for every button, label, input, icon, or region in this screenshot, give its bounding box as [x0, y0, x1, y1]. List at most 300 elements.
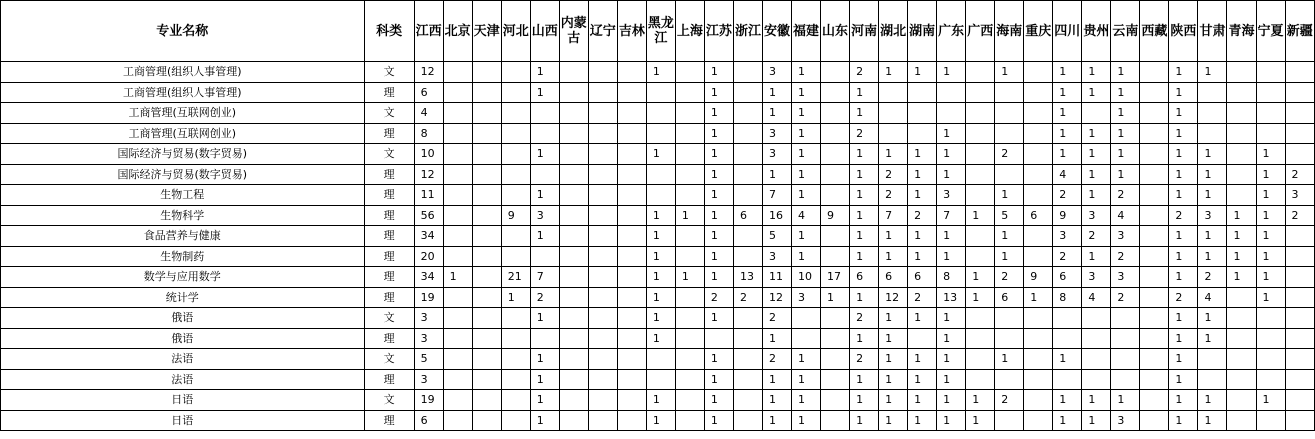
quota-cell: 2: [762, 308, 791, 329]
quota-cell: [995, 369, 1024, 390]
quota-cell: [559, 410, 588, 431]
quota-cell: [1140, 308, 1169, 329]
quota-cell: 1: [1082, 123, 1111, 144]
quota-cell: [646, 185, 675, 206]
quota-cell: [559, 164, 588, 185]
quota-cell: [792, 328, 821, 349]
quota-cell: [1053, 328, 1082, 349]
quota-cell: 1: [530, 308, 559, 329]
quota-cell: [1140, 82, 1169, 103]
quota-cell: [617, 185, 646, 206]
quota-cell: [1024, 62, 1053, 83]
quota-cell: [501, 144, 530, 165]
quota-cell: [530, 123, 559, 144]
quota-cell: 6: [1053, 267, 1082, 288]
category-cell: 文: [364, 103, 414, 124]
quota-cell: 1: [530, 144, 559, 165]
quota-cell: [443, 164, 472, 185]
province-header: 广西: [966, 1, 995, 62]
quota-cell: 1: [530, 349, 559, 370]
quota-cell: 3: [1111, 267, 1140, 288]
major-name-cell: 生物工程: [1, 185, 365, 206]
quota-cell: 1: [937, 369, 966, 390]
quota-cell: 1: [1198, 164, 1227, 185]
quota-cell: [1140, 123, 1169, 144]
quota-cell: [733, 390, 762, 411]
quota-cell: [501, 349, 530, 370]
quota-cell: [821, 103, 850, 124]
quota-cell: [1285, 390, 1314, 411]
quota-cell: 2: [879, 185, 908, 206]
quota-cell: [588, 308, 617, 329]
quota-cell: [1227, 185, 1256, 206]
quota-cell: [675, 390, 704, 411]
quota-cell: 1: [966, 287, 995, 308]
quota-cell: [733, 185, 762, 206]
province-header: 广东: [937, 1, 966, 62]
province-header: 辽宁: [588, 1, 617, 62]
quota-cell: [1256, 82, 1285, 103]
quota-cell: [559, 308, 588, 329]
quota-cell: [559, 226, 588, 247]
quota-cell: [966, 308, 995, 329]
quota-cell: [733, 246, 762, 267]
quota-cell: 1: [1053, 103, 1082, 124]
quota-cell: 1: [1227, 246, 1256, 267]
quota-cell: [733, 308, 762, 329]
quota-cell: 1: [704, 246, 733, 267]
quota-cell: 1: [1198, 62, 1227, 83]
category-cell: 文: [364, 308, 414, 329]
quota-cell: [675, 103, 704, 124]
quota-cell: 1: [1169, 328, 1198, 349]
quota-cell: [588, 205, 617, 226]
quota-cell: [733, 62, 762, 83]
quota-cell: [1024, 226, 1053, 247]
quota-cell: [617, 246, 646, 267]
quota-cell: 3: [1082, 205, 1111, 226]
quota-cell: [675, 144, 704, 165]
quota-cell: [1024, 390, 1053, 411]
quota-cell: [559, 328, 588, 349]
quota-cell: [443, 410, 472, 431]
major-name-cell: 工商管理(组织人事管理): [1, 82, 365, 103]
quota-cell: [879, 103, 908, 124]
quota-cell: [559, 62, 588, 83]
quota-cell: 1: [792, 103, 821, 124]
category-cell: 理: [364, 82, 414, 103]
quota-cell: [646, 123, 675, 144]
quota-cell: [1024, 82, 1053, 103]
quota-cell: 4: [1053, 164, 1082, 185]
table-row: [1, 205, 1315, 226]
quota-cell: 5: [414, 349, 443, 370]
table-row: [1, 123, 1315, 144]
quota-cell: [559, 144, 588, 165]
quota-cell: [1140, 164, 1169, 185]
quota-cell: 1: [850, 328, 879, 349]
quota-cell: 2: [1082, 226, 1111, 247]
quota-cell: 1: [908, 308, 937, 329]
quota-cell: [443, 246, 472, 267]
quota-cell: [1024, 349, 1053, 370]
quota-cell: 1: [646, 390, 675, 411]
quota-cell: 1: [1053, 123, 1082, 144]
quota-cell: [501, 226, 530, 247]
quota-cell: [733, 410, 762, 431]
quota-cell: 1: [966, 267, 995, 288]
table-row: [1, 246, 1315, 267]
major-name-cell: 国际经济与贸易(数字贸易): [1, 164, 365, 185]
quota-cell: [995, 308, 1024, 329]
quota-cell: 1: [792, 82, 821, 103]
quota-cell: [995, 82, 1024, 103]
province-header: 新疆: [1285, 1, 1314, 62]
quota-cell: [617, 410, 646, 431]
quota-cell: 10: [414, 144, 443, 165]
quota-cell: 1: [966, 205, 995, 226]
table-row: [1, 410, 1315, 431]
quota-cell: 1: [1111, 144, 1140, 165]
quota-cell: [472, 287, 501, 308]
quota-cell: 1: [1198, 410, 1227, 431]
quota-cell: [792, 308, 821, 329]
quota-cell: [472, 308, 501, 329]
quota-cell: 2: [1111, 246, 1140, 267]
quota-cell: [1256, 410, 1285, 431]
quota-cell: 1: [1082, 82, 1111, 103]
quota-cell: 1: [1169, 62, 1198, 83]
category-cell: 理: [364, 410, 414, 431]
quota-cell: [1285, 328, 1314, 349]
table-row: [1, 226, 1315, 247]
quota-cell: 1: [1169, 164, 1198, 185]
quota-cell: 1: [1256, 226, 1285, 247]
quota-cell: 1: [879, 226, 908, 247]
quota-cell: [966, 369, 995, 390]
quota-cell: 1: [646, 267, 675, 288]
quota-cell: 1: [908, 226, 937, 247]
quota-cell: [675, 349, 704, 370]
quota-cell: [675, 369, 704, 390]
quota-cell: 1: [995, 185, 1024, 206]
quota-cell: [1140, 62, 1169, 83]
quota-cell: 8: [414, 123, 443, 144]
quota-cell: [1140, 267, 1169, 288]
quota-cell: [559, 82, 588, 103]
quota-cell: [1227, 144, 1256, 165]
quota-cell: [966, 226, 995, 247]
quota-cell: 2: [1111, 287, 1140, 308]
quota-cell: 1: [1082, 62, 1111, 83]
table-row: [1, 369, 1315, 390]
quota-cell: 1: [937, 308, 966, 329]
quota-cell: [472, 205, 501, 226]
quota-cell: 2: [850, 123, 879, 144]
quota-cell: [617, 226, 646, 247]
quota-cell: [966, 82, 995, 103]
quota-cell: [501, 390, 530, 411]
quota-cell: 1: [1198, 390, 1227, 411]
quota-cell: 1: [1256, 185, 1285, 206]
quota-cell: [1140, 246, 1169, 267]
quota-cell: [1140, 410, 1169, 431]
quota-cell: [472, 390, 501, 411]
province-header: 甘肃: [1198, 1, 1227, 62]
quota-cell: [733, 328, 762, 349]
quota-cell: 2: [995, 144, 1024, 165]
quota-cell: [1198, 349, 1227, 370]
table-row: [1, 390, 1315, 411]
quota-cell: [966, 164, 995, 185]
quota-cell: 5: [762, 226, 791, 247]
quota-cell: 4: [792, 205, 821, 226]
quota-cell: [501, 82, 530, 103]
quota-cell: [617, 328, 646, 349]
quota-cell: [1140, 349, 1169, 370]
quota-cell: [1082, 328, 1111, 349]
major-name-cell: 国际经济与贸易(数字贸易): [1, 144, 365, 165]
quota-cell: [1111, 349, 1140, 370]
quota-cell: 6: [908, 267, 937, 288]
quota-cell: [1140, 390, 1169, 411]
category-cell: 理: [364, 205, 414, 226]
quota-cell: [1082, 349, 1111, 370]
quota-cell: [1285, 82, 1314, 103]
quota-cell: 1: [704, 226, 733, 247]
major-name-cell: 法语: [1, 349, 365, 370]
quota-cell: [1285, 369, 1314, 390]
quota-cell: 1: [1256, 390, 1285, 411]
province-header: 福建: [792, 1, 821, 62]
quota-cell: 2: [1169, 287, 1198, 308]
province-header: 北京: [443, 1, 472, 62]
quota-cell: 1: [937, 246, 966, 267]
quota-cell: 2: [530, 287, 559, 308]
quota-cell: 1: [1169, 82, 1198, 103]
quota-cell: 1: [1198, 144, 1227, 165]
quota-cell: 1: [1227, 267, 1256, 288]
province-header: 山东: [821, 1, 850, 62]
quota-cell: 9: [1024, 267, 1053, 288]
quota-cell: [559, 123, 588, 144]
quota-cell: [501, 410, 530, 431]
quota-cell: [501, 246, 530, 267]
quota-cell: [1111, 328, 1140, 349]
quota-cell: 2: [1169, 205, 1198, 226]
quota-cell: [821, 185, 850, 206]
table-row: [1, 144, 1315, 165]
quota-cell: 1: [908, 390, 937, 411]
quota-cell: 12: [879, 287, 908, 308]
quota-cell: [443, 82, 472, 103]
quota-cell: [1285, 144, 1314, 165]
quota-cell: 1: [1082, 246, 1111, 267]
category-cell: 文: [364, 390, 414, 411]
quota-cell: 1: [1169, 267, 1198, 288]
major-name-cell: 工商管理(互联网创业): [1, 103, 365, 124]
quota-cell: 3: [1053, 226, 1082, 247]
quota-cell: 4: [1198, 287, 1227, 308]
quota-cell: 1: [646, 410, 675, 431]
category-header: 科类: [364, 1, 414, 62]
quota-cell: [472, 103, 501, 124]
quota-cell: [617, 287, 646, 308]
quota-cell: [908, 103, 937, 124]
quota-cell: 1: [937, 62, 966, 83]
quota-cell: [501, 369, 530, 390]
quota-cell: [1053, 308, 1082, 329]
quota-cell: 1: [850, 246, 879, 267]
quota-cell: [559, 205, 588, 226]
table-row: [1, 103, 1315, 124]
quota-cell: [821, 226, 850, 247]
quota-cell: 1: [1169, 103, 1198, 124]
quota-cell: 1: [1256, 246, 1285, 267]
quota-cell: [1140, 287, 1169, 308]
quota-cell: 1: [792, 410, 821, 431]
quota-cell: 1: [675, 267, 704, 288]
quota-cell: [588, 369, 617, 390]
quota-cell: 3: [1082, 267, 1111, 288]
quota-cell: [995, 164, 1024, 185]
quota-cell: [1024, 144, 1053, 165]
quota-cell: 12: [414, 62, 443, 83]
quota-cell: 1: [646, 246, 675, 267]
quota-cell: [1285, 349, 1314, 370]
quota-cell: [1227, 82, 1256, 103]
quota-cell: [443, 123, 472, 144]
quota-cell: [821, 164, 850, 185]
quota-cell: 1: [995, 246, 1024, 267]
quota-cell: 6: [879, 267, 908, 288]
quota-cell: [1140, 328, 1169, 349]
quota-cell: [588, 62, 617, 83]
quota-cell: 3: [1111, 410, 1140, 431]
quota-cell: 1: [1053, 62, 1082, 83]
quota-cell: [821, 82, 850, 103]
quota-cell: [1227, 103, 1256, 124]
quota-cell: [966, 144, 995, 165]
major-name-cell: 数学与应用数学: [1, 267, 365, 288]
quota-cell: 1: [704, 410, 733, 431]
quota-cell: 1: [762, 164, 791, 185]
quota-cell: [559, 390, 588, 411]
quota-cell: 1: [879, 308, 908, 329]
quota-cell: 1: [850, 144, 879, 165]
quota-cell: [1256, 328, 1285, 349]
quota-cell: 2: [908, 287, 937, 308]
quota-cell: [530, 328, 559, 349]
quota-cell: [908, 328, 937, 349]
quota-cell: 1: [1169, 123, 1198, 144]
province-header: 河北: [501, 1, 530, 62]
quota-cell: [1256, 62, 1285, 83]
quota-cell: 1: [646, 328, 675, 349]
quota-cell: [1256, 123, 1285, 144]
quota-cell: 1: [966, 410, 995, 431]
quota-cell: 1: [879, 328, 908, 349]
quota-cell: 7: [530, 267, 559, 288]
quota-cell: [559, 369, 588, 390]
quota-cell: [472, 410, 501, 431]
quota-cell: [995, 123, 1024, 144]
major-name-cell: 俄语: [1, 328, 365, 349]
quota-cell: [588, 226, 617, 247]
quota-cell: [472, 267, 501, 288]
quota-cell: [995, 328, 1024, 349]
quota-cell: [966, 246, 995, 267]
quota-cell: 16: [762, 205, 791, 226]
quota-cell: 9: [1053, 205, 1082, 226]
quota-cell: 1: [1082, 410, 1111, 431]
quota-cell: [1024, 164, 1053, 185]
quota-cell: [821, 328, 850, 349]
quota-cell: [733, 82, 762, 103]
quota-cell: 1: [1198, 226, 1227, 247]
quota-cell: [588, 410, 617, 431]
table-row: [1, 82, 1315, 103]
quota-cell: 3: [792, 287, 821, 308]
quota-cell: 1: [908, 410, 937, 431]
category-cell: 理: [364, 328, 414, 349]
table-body: [1, 62, 1315, 431]
quota-cell: 2: [879, 164, 908, 185]
quota-cell: [501, 103, 530, 124]
major-name-cell: 食品营养与健康: [1, 226, 365, 247]
major-name-cell: 日语: [1, 410, 365, 431]
quota-cell: 3: [762, 123, 791, 144]
quota-cell: [821, 308, 850, 329]
quota-cell: [588, 82, 617, 103]
quota-cell: [588, 267, 617, 288]
quota-cell: 1: [1111, 82, 1140, 103]
quota-cell: 1: [1256, 164, 1285, 185]
quota-cell: 1: [792, 246, 821, 267]
quota-cell: [675, 62, 704, 83]
quota-cell: [675, 164, 704, 185]
quota-cell: 1: [850, 103, 879, 124]
quota-cell: [1140, 185, 1169, 206]
quota-cell: 1: [762, 82, 791, 103]
province-header: 宁夏: [1256, 1, 1285, 62]
quota-cell: 1: [908, 349, 937, 370]
quota-cell: 1: [1169, 369, 1198, 390]
quota-cell: [472, 62, 501, 83]
quota-cell: [588, 390, 617, 411]
quota-cell: [937, 103, 966, 124]
quota-cell: [646, 349, 675, 370]
quota-cell: [1140, 103, 1169, 124]
quota-cell: 1: [937, 164, 966, 185]
quota-cell: 6: [414, 82, 443, 103]
quota-cell: 1: [530, 62, 559, 83]
quota-cell: [675, 82, 704, 103]
quota-cell: 4: [1082, 287, 1111, 308]
quota-cell: 1: [1053, 410, 1082, 431]
category-cell: 理: [364, 369, 414, 390]
quota-cell: [733, 226, 762, 247]
quota-cell: 1: [879, 390, 908, 411]
quota-cell: 3: [530, 205, 559, 226]
quota-cell: 3: [1111, 226, 1140, 247]
quota-cell: [617, 267, 646, 288]
table-row: [1, 328, 1315, 349]
quota-cell: 1: [879, 144, 908, 165]
quota-cell: [617, 308, 646, 329]
quota-cell: 1: [1169, 185, 1198, 206]
quota-cell: [1227, 287, 1256, 308]
